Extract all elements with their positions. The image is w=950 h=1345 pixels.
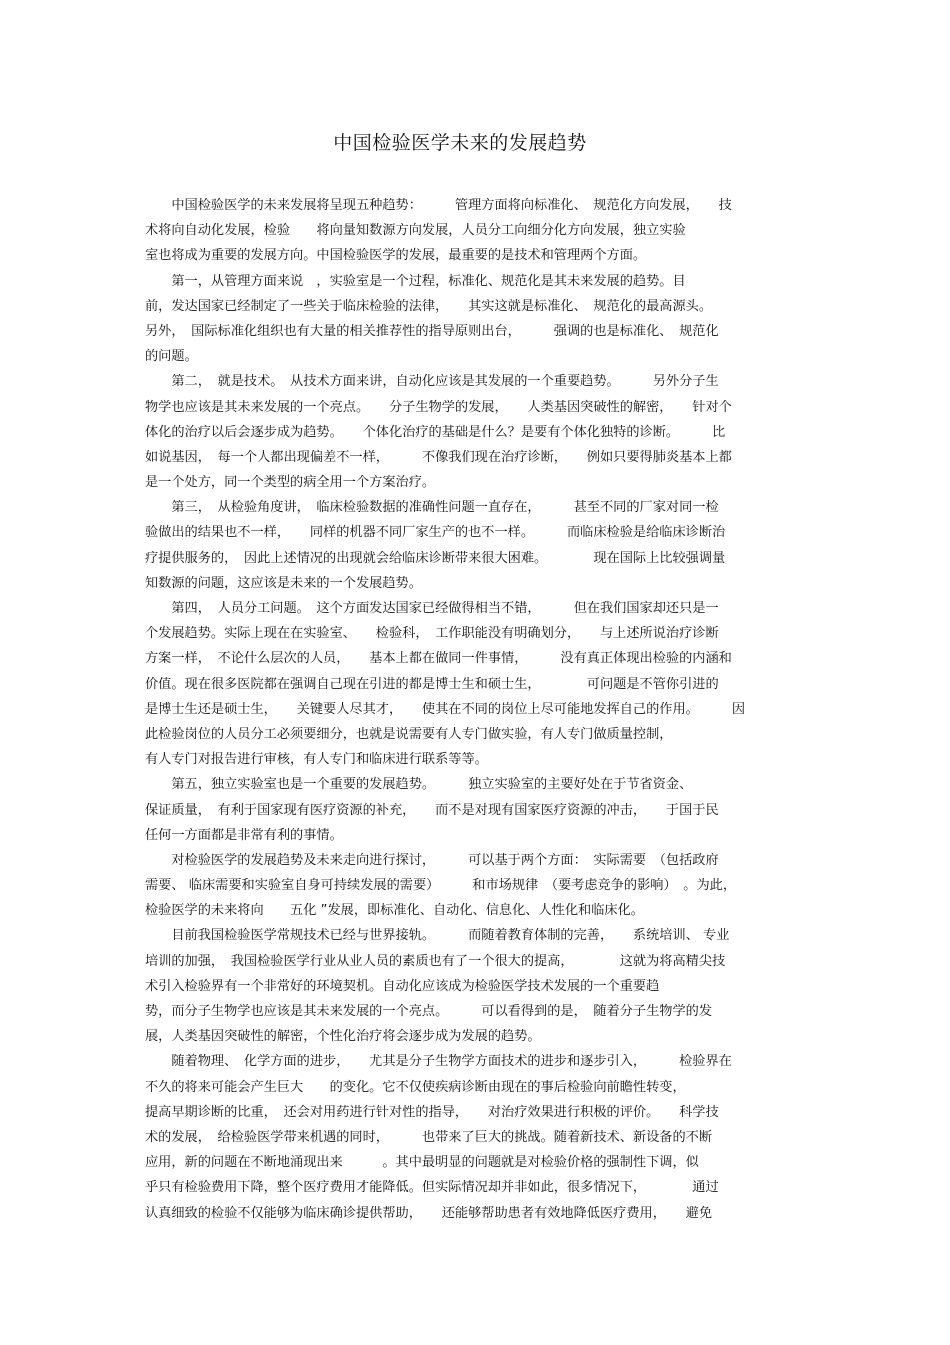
text-line: 另外， 国际标准化组织也有大量的相关推荐性的指导原则出台， 强调的也是标准化、 规范化 <box>145 323 719 339</box>
paragraph <box>145 269 815 370</box>
text-line: 物学也应该是其未来发展的一个亮点。 分子生物学的发展， 人类基因突破性的解密， 针对个 <box>145 399 732 415</box>
text-line: 如说基因， 每一个人都出现偏差不一样， 不像我们现在治疗诊断， 例如只要得肺炎基本上都 <box>145 449 732 465</box>
text-line: 应用，新的问题在不断地涌现出来 。其中最明显的问题就是对检验价格的强制性下调，似 <box>145 1155 699 1171</box>
document-body <box>145 193 815 1226</box>
text-line: 术将向自动化发展，检验 将向量知数源方向发展，人员分工向细分化方向发展，独立实验 <box>145 223 686 239</box>
text-line: 体化的治疗以后会逐步成为趋势。 个体化治疗的基础是什么？是要有个体化独特的诊断。 比 <box>145 424 726 440</box>
text-line: 认真细致的检验不仅能够为临床确诊提供帮助， 还能够帮助患者有效地降低医疗费用， 避免 <box>145 1205 713 1221</box>
text-line: 个发展趋势。实际上现在在实验室、 检验科， 工作职能没有明确划分， 与上述所说治疗诊断 <box>145 626 719 642</box>
document-title: 中国检验医学未来的发展趋势 <box>333 132 587 154</box>
text-line: 任何一方面都是非常有利的事情。 <box>145 827 343 843</box>
text-line: 展，人类基因突破性的解密，个性化治疗将会逐步成为发展的趋势。 <box>145 1029 541 1045</box>
text-line: 第二， 就是技术。 从技术方面来讲，自动化应该是其发展的一个重要趋势。 另外分子生 <box>145 374 719 390</box>
text-line: 需要、 临床需要和实验室自身可持续发展的需要） 和市场规律 （要考虑竞争的影响） 。为此， <box>145 878 737 894</box>
paragraph <box>145 596 815 772</box>
paragraph <box>145 772 815 848</box>
text-line: 第四， 人员分工问题。 这个方面发达国家已经做得相当不错， 但在我们国家却还只是一 <box>145 601 719 616</box>
paragraph <box>145 923 815 1049</box>
text-line: 随着物理、 化学方面的进步， 尤其是分子生物学方面技术的进步和逐步引入， 检验界在 <box>145 1054 732 1070</box>
text-line: 方案一样， 不论什么层次的人员， 基本上都在做同一件事情， 没有真正体现出检验的内涵和 <box>145 651 732 667</box>
text-line: 验做出的结果也不一样， 同样的机器不同厂家生产的也不一样。 而临床检验是给临床诊断治 <box>145 525 726 541</box>
text-line: 疗提供服务的， 因此上述情况的出现就会给临床诊断带来很大困难。 现在国际上比较强调量 <box>145 550 726 566</box>
text-line: 价值。现在很多医院都在强调自己现在引进的都是博士生和硕士生， 可问题是不管你引进的 <box>145 676 719 692</box>
text-line: 此检验岗位的人员分工必须要细分，也就是说需要有人专门做实验，有人专门做质量控制， <box>145 726 673 742</box>
paragraph <box>145 495 815 596</box>
text-line: 第五，独立实验室也是一个重要的发展趋势。 独立实验室的主要好处在于节省资金、 <box>145 777 693 793</box>
paragraph <box>145 369 815 495</box>
paragraph <box>145 848 815 924</box>
text-line: 术引入检验界有一个非常好的环境契机。自动化应该成为检验医学技术发展的一个重要趋 <box>145 978 660 994</box>
paragraph <box>145 193 815 269</box>
text-line: 中国检验医学的未来发展将呈现五种趋势： 管理方面将向标准化、 规范化方向发展， 技 <box>145 198 732 213</box>
text-line: 势，而分子生物学也应该是其未来发展的一个亮点。 可以看得到的是， 随着分子生物学的发 <box>145 1004 713 1019</box>
text-line: 的问题。 <box>145 349 198 365</box>
text-line: 第一，从管理方面来说 ，实验室是一个过程，标准化、规范化是其未来发展的趋势。目 <box>145 273 686 289</box>
text-line: 培训的加强， 我国检验医学行业从业人员的素质也有了一个很大的提高， 这就为将高精尖技 <box>145 953 726 969</box>
text-line: 知数源的问题，这应该是未来的一个发展趋势。 <box>145 575 422 591</box>
text-line: 检验医学的未来将向 五化 ”发展，即标准化、自动化、信息化、人性化和临床化。 <box>145 903 644 919</box>
text-line: 保证质量， 有利于国家现有医疗资源的补充， 而不是对现有国家医疗资源的冲击， 于国于民 <box>145 802 719 818</box>
text-line: 对检验医学的发展趋势及未来走向进行探讨， 可以基于两个方面： 实际需要 （包括政府 <box>145 852 719 868</box>
text-line: 目前我国检验医学常规技术已经与世界接轨。 而随着教育体制的完善， 系统培训、 专业 <box>145 928 730 944</box>
text-line: 乎只有检验费用下降，整个医疗费用才能降低。但实际情况却并非如此，很多情况下， 通过 <box>145 1180 719 1196</box>
text-line: 有人专门对报告进行审核，有人专门和临床进行联系等等。 <box>145 752 488 768</box>
text-line: 室也将成为重要的发展方向。中国检验医学的发展，最重要的是技术和管理两个方面。 <box>145 248 647 264</box>
text-line: 前，发达国家已经制定了一些关于临床检验的法律， 其实这就是标准化、 规范化的最高源头。 <box>145 298 713 314</box>
text-line: 提高早期诊断的比重， 还会对用药进行针对性的指导， 对治疗效果进行积极的评价。 科学技 <box>145 1104 719 1120</box>
text-line: 不久的将来可能会产生巨大 的变化。它不仅使疾病诊断由现在的事后检验向前瞻性转变， <box>145 1079 686 1095</box>
text-line: 第三， 从检验角度讲， 临床检验数据的准确性问题一直存在， 甚至不同的厂家对同一检 <box>145 500 719 516</box>
text-line: 术的发展， 给检验医学带来机遇的同时， 也带来了巨大的挑战。随着新技术、新设备的不断 <box>145 1129 713 1145</box>
text-line: 是博士生还是硕士生， 关键要人尽其才， 使其在不同的岗位上尽可能地发挥自己的作用。 因 <box>145 701 746 717</box>
paragraph <box>145 1049 815 1225</box>
text-line: 是一个处方，同一个类型的病全用一个方案治疗。 <box>145 475 436 491</box>
